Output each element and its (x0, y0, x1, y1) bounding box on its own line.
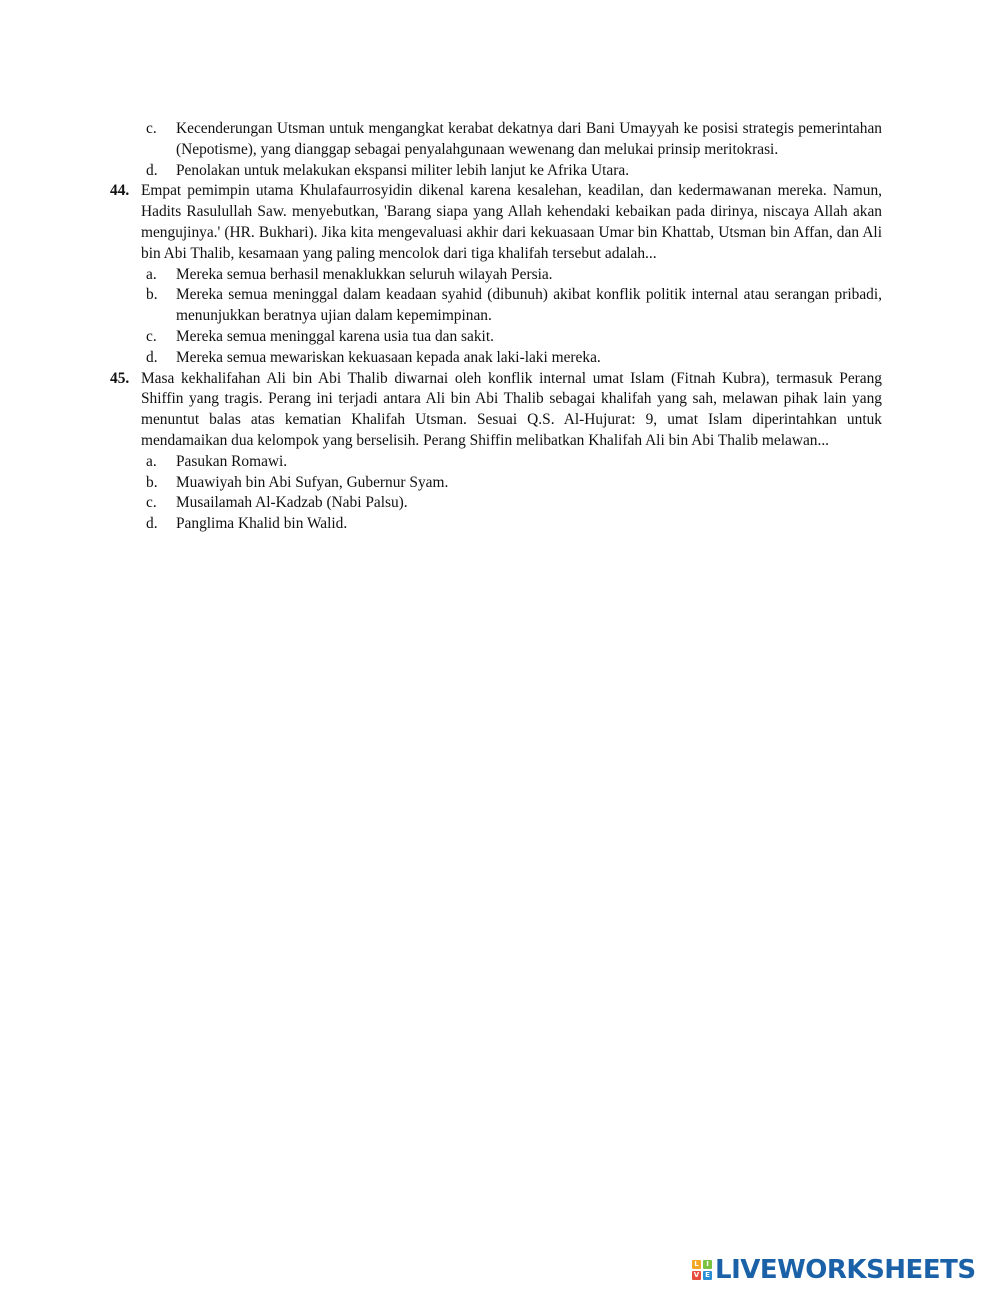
option-text: Muawiyah bin Abi Sufyan, Gubernur Syam. (176, 473, 449, 491)
logo-text: LIVEWORKSHEETS (715, 1255, 976, 1285)
option-letter: c. (146, 494, 157, 512)
option-d[interactable] (110, 348, 882, 369)
option-text: Mereka semua berhasil menaklukkan seluruh wilayah Persia. (176, 265, 553, 283)
liveworksheets-icon (692, 1260, 712, 1280)
option-letter: b. (146, 286, 158, 304)
option-text: Musailamah Al-Kadzab (Nabi Palsu). (176, 494, 408, 512)
question-45 (110, 369, 882, 452)
option-text: Penolakan untuk melakukan ekspansi militer lebih lanjut ke Afrika Utara. (176, 161, 630, 179)
question-text: Empat pemimpin utama Khulafaurrosyidin dikenal karena kesalehan, keadilan, dan kedermawanan mereka. Namun, Hadits Rasulullah Saw. menyebutkan, 'Barang siapa yang Allah kehendaki kebaikan pada dirinya, niscaya Allah akan mengujinya.' (HR. Bukhari). Jika kita mengevaluasi akhir dari kekuasaan Umar bin Khattab, Utsman bin Affan, dan Ali bin Abi Thalib, kesamaan yang paling mencolok dari tiga khalifah tersebut adalah... (141, 182, 882, 262)
option-text: Kecenderungan Utsman untuk mengangkat kerabat dekatnya dari Bani Umayyah ke posisi strategis pemerintahan (Nepotisme), yang dianggap sebagai penyalahgunaan wewenang dan melukai prinsip meritokrasi. (176, 120, 882, 158)
option-c[interactable] (110, 493, 882, 514)
option-letter: c. (146, 327, 157, 345)
option-a[interactable] (110, 265, 882, 286)
logo-tile-l: L (692, 1260, 701, 1269)
option-d[interactable] (110, 161, 882, 182)
option-letter: d. (146, 515, 158, 533)
option-text: Mereka semua meninggal dalam keadaan syahid (dibunuh) akibat konflik politik internal atau serangan pribadi, menunjukkan beratnya ujian dalam kepemimpinan. (176, 286, 882, 325)
option-c[interactable] (110, 119, 882, 161)
question-number: 45. (110, 369, 130, 387)
option-text: Pasukan Romawi. (176, 452, 288, 470)
question-45-options (110, 452, 882, 535)
option-c[interactable] (110, 327, 882, 348)
option-letter: d. (146, 348, 158, 366)
option-text: Mereka semua mewariskan kekuasaan kepada anak laki-laki mereka. (176, 348, 601, 366)
option-b[interactable] (110, 473, 882, 494)
logo-tile-v: V (693, 1271, 700, 1279)
option-letter: c. (146, 120, 157, 137)
question-44 (110, 181, 882, 264)
option-b[interactable] (110, 285, 882, 327)
liveworksheets-logo (692, 1255, 976, 1285)
question-text: Masa kekhalifahan Ali bin Abi Thalib diwarnai oleh konflik internal umat Islam (Fitnah Kubra), termasuk Perang Shiffin yang tragis. Perang ini terjadi antara Ali bin Abi Thalib sebagai khalifah yang sah, melawan pihak lain yang menuntut balas atas kematian Khalifah Utsman. Sesuai Q.S. Al-Hujurat: 9, umat Islam diperintahkan untuk mendamaikan dua kelompok yang berselisih. Perang Shiffin melibatkan Khalifah Ali bin Abi Thalib melawan... (141, 369, 882, 449)
worksheet-page (110, 119, 882, 535)
logo-tile-i: I (703, 1260, 712, 1269)
option-text: Mereka semua meninggal karena usia tua dan sakit. (176, 327, 494, 345)
question-number: 44. (110, 182, 130, 200)
option-letter: d. (146, 161, 158, 179)
option-text: Panglima Khalid bin Walid. (176, 515, 348, 533)
option-a[interactable] (110, 452, 882, 473)
continued-options-list (110, 119, 882, 181)
option-letter: b. (146, 473, 158, 491)
logo-tile-e: E (703, 1271, 712, 1280)
option-d[interactable] (110, 514, 882, 535)
question-44-options (110, 265, 882, 369)
option-letter: a. (146, 452, 157, 470)
option-letter: a. (146, 265, 157, 283)
